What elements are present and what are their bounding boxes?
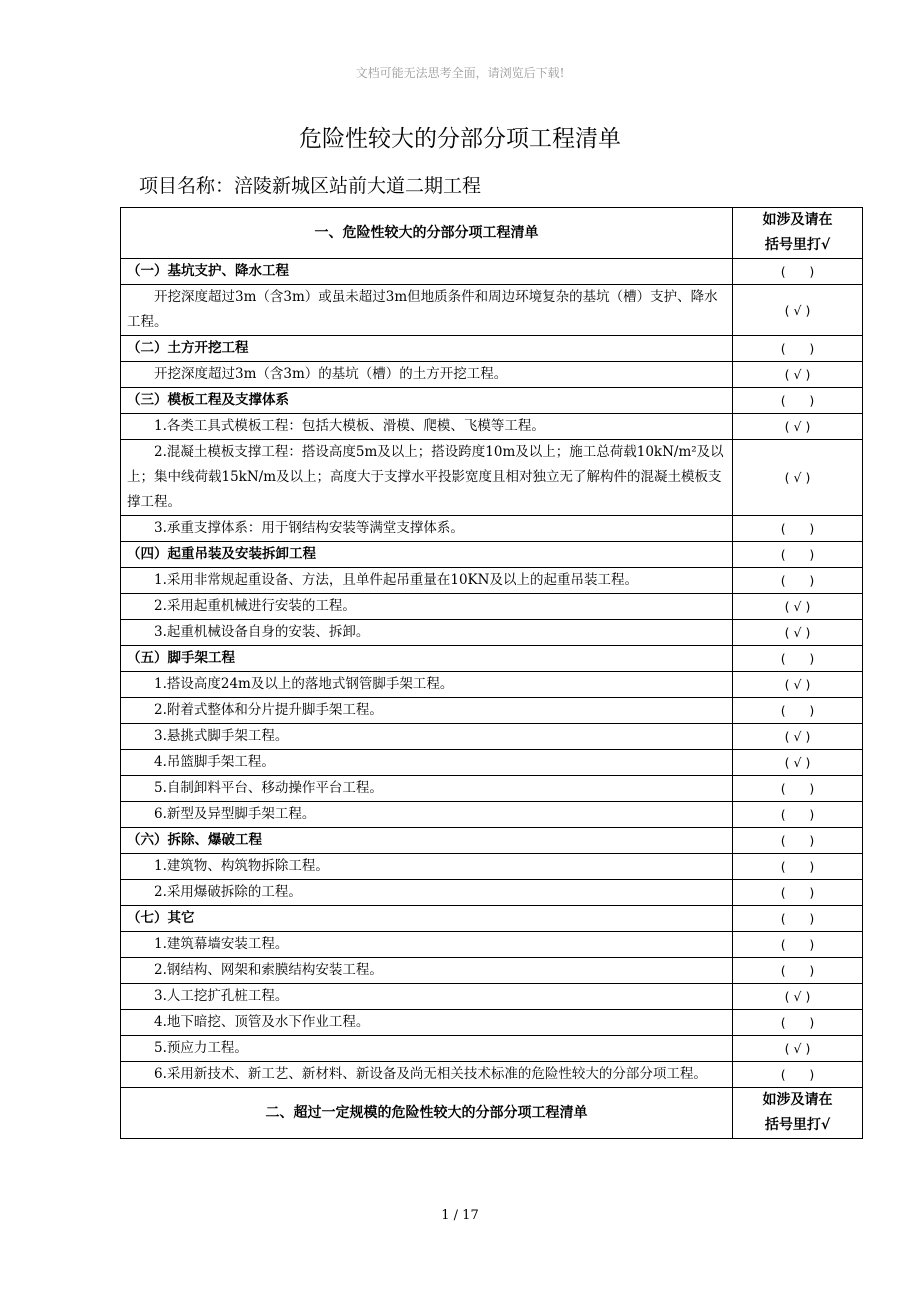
item-row xyxy=(121,1062,863,1088)
check-header-line2: 括号里打√ xyxy=(764,1117,831,1133)
check-cell[interactable]: ( ) xyxy=(733,568,863,594)
item-text: 3.承重支撑体系：用于钢结构安装等满堂支撑体系。 xyxy=(121,516,733,542)
check-cell[interactable]: ( ) xyxy=(733,336,863,362)
item-text: 3.人工挖扩孔桩工程。 xyxy=(121,984,733,1010)
item-text: 1.建筑物、构筑物拆除工程。 xyxy=(121,854,733,880)
item-text: 1.采用非常规起重设备、方法，且单件起吊重量在10KN及以上的起重吊装工程。 xyxy=(121,568,733,594)
item-text: 5.预应力工程。 xyxy=(121,1036,733,1062)
check-cell[interactable]: ( ) xyxy=(733,259,863,285)
section-title: （一）基坑支护、降水工程 xyxy=(121,259,733,285)
item-row xyxy=(121,285,863,336)
check-cell[interactable]: ( ) xyxy=(733,906,863,932)
item-text: 6.采用新技术、新工艺、新材料、新设备及尚无相关技术标准的危险性较大的分部分项工程。 xyxy=(121,1062,733,1088)
check-cell[interactable]: ( √ ) xyxy=(733,620,863,646)
check-cell[interactable]: ( ) xyxy=(733,1010,863,1036)
item-text: 2.采用爆破拆除的工程。 xyxy=(121,880,733,906)
item-text: 2.钢结构、网架和索膜结构安装工程。 xyxy=(121,958,733,984)
check-cell[interactable]: ( √ ) xyxy=(733,440,863,516)
watermark: 文档可能无法思考全面，请浏览后下载! xyxy=(355,66,565,80)
check-cell[interactable]: ( √ ) xyxy=(733,750,863,776)
check-header-line1: 如涉及请在 xyxy=(762,212,833,228)
check-cell[interactable]: ( ) xyxy=(733,516,863,542)
item-row xyxy=(121,1010,863,1036)
check-column-header xyxy=(733,208,863,259)
item-row xyxy=(121,776,863,802)
check-cell[interactable]: ( √ ) xyxy=(733,672,863,698)
check-cell[interactable]: ( ) xyxy=(733,880,863,906)
item-row xyxy=(121,362,863,388)
section-row xyxy=(121,646,863,672)
check-cell[interactable]: ( ) xyxy=(733,542,863,568)
check-header-line2: 括号里打√ xyxy=(764,237,831,253)
item-row xyxy=(121,750,863,776)
item-text: 2.附着式整体和分片提升脚手架工程。 xyxy=(121,698,733,724)
check-cell[interactable]: ( ) xyxy=(733,776,863,802)
item-text: 1.搭设高度24m及以上的落地式钢管脚手架工程。 xyxy=(121,672,733,698)
item-text: 3.悬挑式脚手架工程。 xyxy=(121,724,733,750)
item-row xyxy=(121,440,863,516)
item-row xyxy=(121,984,863,1010)
check-header-line1: 如涉及请在 xyxy=(762,1092,833,1108)
part1-header-row xyxy=(121,208,863,259)
item-text: 1.各类工具式模板工程：包括大模板、滑模、爬模、飞模等工程。 xyxy=(121,414,733,440)
check-cell[interactable]: ( √ ) xyxy=(733,285,863,336)
part1-header: 一、危险性较大的分部分项工程清单 xyxy=(121,208,733,259)
item-text: 开挖深度超过3m（含3m）或虽未超过3m但地质条件和周边环境复杂的基坑（槽）支护、降水工程。 xyxy=(121,285,733,336)
item-text: 4.地下暗挖、顶管及水下作业工程。 xyxy=(121,1010,733,1036)
check-cell[interactable]: ( ) xyxy=(733,854,863,880)
check-cell[interactable]: ( √ ) xyxy=(733,414,863,440)
project-name: 项目名称：涪陵新城区站前大道二期工程 xyxy=(139,175,482,197)
part2-header: 二、超过一定规模的危险性较大的分部分项工程清单 xyxy=(121,1088,733,1139)
item-text: 1.建筑幕墙安装工程。 xyxy=(121,932,733,958)
check-cell[interactable]: ( √ ) xyxy=(733,362,863,388)
check-cell[interactable]: ( ) xyxy=(733,802,863,828)
check-cell[interactable]: ( ) xyxy=(733,828,863,854)
item-text: 2.采用起重机械进行安装的工程。 xyxy=(121,594,733,620)
section-title: （二）土方开挖工程 xyxy=(121,336,733,362)
item-text: 开挖深度超过3m（含3m）的基坑（槽）的土方开挖工程。 xyxy=(121,362,733,388)
page-number: 1 / 17 xyxy=(441,1208,479,1223)
check-cell[interactable]: ( ) xyxy=(733,958,863,984)
section-row xyxy=(121,542,863,568)
section-title: （七）其它 xyxy=(121,906,733,932)
item-row xyxy=(121,568,863,594)
item-row xyxy=(121,620,863,646)
item-text: 4.吊篮脚手架工程。 xyxy=(121,750,733,776)
item-row xyxy=(121,802,863,828)
check-cell[interactable]: ( ) xyxy=(733,1062,863,1088)
check-cell[interactable]: ( √ ) xyxy=(733,984,863,1010)
check-cell[interactable]: ( √ ) xyxy=(733,724,863,750)
section-row xyxy=(121,906,863,932)
check-cell[interactable]: ( ) xyxy=(733,388,863,414)
section-title: （三）模板工程及支撑体系 xyxy=(121,388,733,414)
item-row xyxy=(121,698,863,724)
project-checklist-table xyxy=(120,207,863,1139)
item-text: 2.混凝土模板支撑工程：搭设高度5m及以上；搭设跨度10m及以上；施工总荷载10kN/m²及以上；集中线荷载15kN/m及以上；高度大于支撑水平投影宽度且相对独立无了解构件的混凝土模板支撑工程。 xyxy=(121,440,733,516)
section-title: （六）拆除、爆破工程 xyxy=(121,828,733,854)
section-row xyxy=(121,336,863,362)
section-row xyxy=(121,259,863,285)
item-row xyxy=(121,1036,863,1062)
page-title: 危险性较大的分部分项工程清单 xyxy=(299,126,621,152)
check-cell[interactable]: ( √ ) xyxy=(733,594,863,620)
item-row xyxy=(121,880,863,906)
item-text: 3.起重机械设备自身的安装、拆卸。 xyxy=(121,620,733,646)
item-row xyxy=(121,414,863,440)
item-row xyxy=(121,672,863,698)
check-cell[interactable]: ( ) xyxy=(733,698,863,724)
check-cell[interactable]: ( ) xyxy=(733,932,863,958)
section-row xyxy=(121,828,863,854)
item-text: 6.新型及异型脚手架工程。 xyxy=(121,802,733,828)
item-row xyxy=(121,594,863,620)
section-title: （五）脚手架工程 xyxy=(121,646,733,672)
check-cell[interactable]: ( √ ) xyxy=(733,1036,863,1062)
item-row xyxy=(121,958,863,984)
section-title: （四）起重吊装及安装拆卸工程 xyxy=(121,542,733,568)
item-row xyxy=(121,932,863,958)
item-row xyxy=(121,854,863,880)
check-cell[interactable]: ( ) xyxy=(733,646,863,672)
check-column-header-2 xyxy=(733,1088,863,1139)
item-text: 5.自制卸料平台、移动操作平台工程。 xyxy=(121,776,733,802)
part2-header-row xyxy=(121,1088,863,1139)
section-row xyxy=(121,388,863,414)
item-row xyxy=(121,516,863,542)
item-row xyxy=(121,724,863,750)
